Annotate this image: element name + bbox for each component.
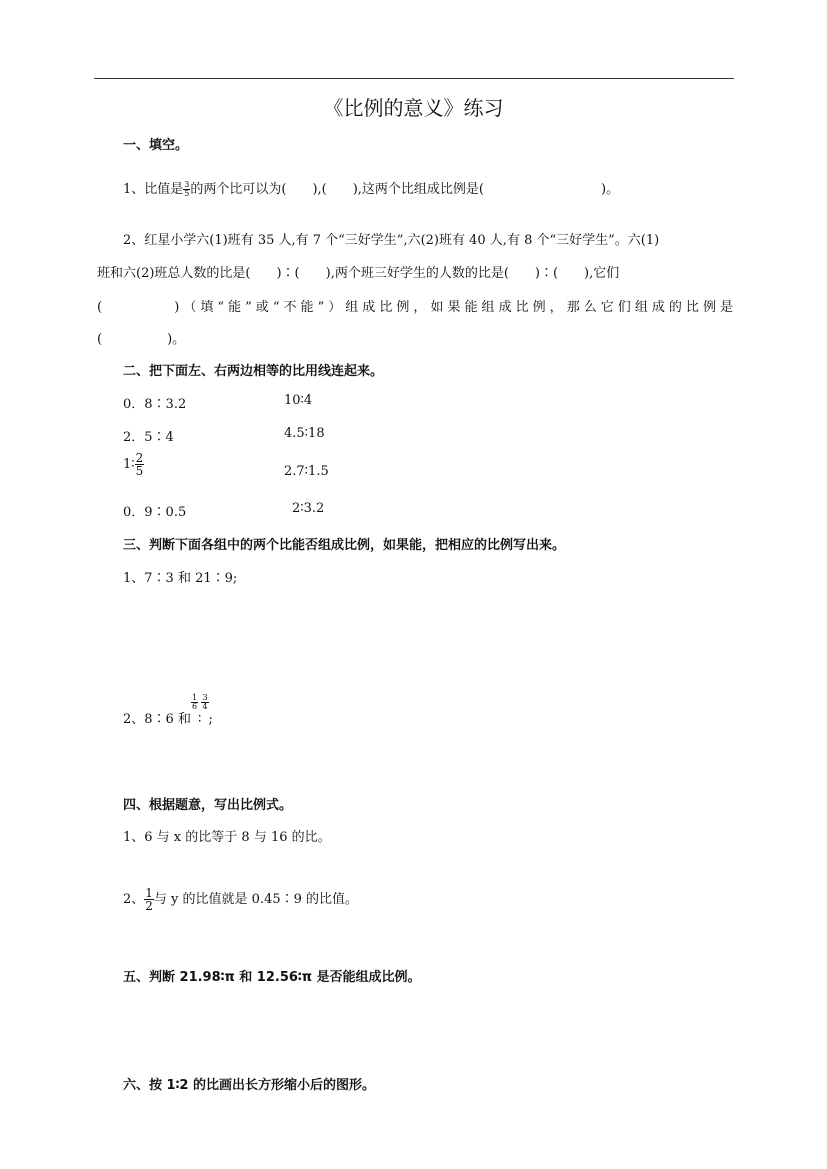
s1-q2-line-2: 班和六(2)班总人数的比是( )∶( ),两个班三好学生的人数的比是( )∶( ),它们	[97, 266, 620, 281]
s1-question-1	[123, 178, 619, 198]
section-6-heading: 六、按 1∶2 的比画出长方形缩小后的图形。	[123, 1078, 375, 1093]
s2-right-item-4: 2∶3.2	[292, 501, 325, 516]
s2-right-item-3: 2.7∶1.5	[284, 464, 329, 479]
s4-q2-suffix: 与 y 的比值就是 0.45∶9 的比值。	[153, 892, 359, 907]
s1-q1-suffix: 的两个比可以为( ),( ),这两个比组成比例是( )。	[190, 182, 620, 197]
s2-right-item-1: 10∶4	[284, 393, 313, 408]
fraction-numerator: 3	[184, 180, 190, 189]
fraction-1-2	[144, 887, 154, 912]
section-5-heading: 五、判断 21.98∶π 和 12.56∶π 是否能组成比例。	[123, 970, 421, 985]
s2-right-item-2: 4.5∶18	[284, 426, 325, 441]
fraction-denominator: 5	[135, 464, 144, 478]
s2-left-item-2: 2．5∶4	[123, 430, 174, 445]
fraction-3-4	[201, 694, 208, 711]
ratio-colon: ∶	[198, 712, 202, 727]
section-2-heading: 二、把下面左、右两边相等的比用线连起来。	[123, 364, 384, 379]
s2-left-item-1: 0．8∶3.2	[123, 397, 187, 412]
s2-left-item-3	[123, 452, 144, 477]
s1-q2-line-4: ( )。	[97, 332, 186, 347]
s4-q2-prefix: 2、	[123, 892, 145, 907]
fraction-denominator: 5	[184, 189, 190, 198]
fraction-numerator: 1	[145, 886, 153, 900]
page-title: 《比例的意义》练习	[323, 96, 504, 120]
s3-question-2	[123, 694, 213, 727]
s1-q2-line-3: ( )（填“能”或“不能”）组成比例，如果能组成比例，那么它们组成的比例是	[97, 300, 733, 315]
section-1-heading: 一、填空。	[123, 138, 189, 153]
s1-q2-line-1: 2、红星小学六(1)班有 35 人,有 7 个“三好学生”,六(2)班有 40 人,有 8 个“三好学生”。六(1)	[123, 233, 660, 248]
fraction-numerator: 2	[135, 451, 144, 465]
fraction-denominator: 6	[191, 702, 198, 711]
s3-q2-prefix: 2、8∶6 和	[123, 712, 191, 727]
fraction-denominator: 2	[145, 899, 153, 913]
fraction-1-6	[191, 694, 198, 711]
s1-q1-prefix: 1、比值是	[123, 182, 184, 197]
s2-left-item-4: 0．9∶0.5	[123, 505, 187, 520]
fraction-2-5	[135, 452, 145, 477]
fraction-numerator: 3	[202, 693, 208, 702]
s2-left-3-prefix: 1∶	[123, 457, 135, 472]
s4-question-1: 1、6 与 x 的比等于 8 与 16 的比。	[123, 830, 331, 845]
s3-question-1: 1、7∶3 和 21∶9;	[123, 571, 238, 586]
header-rule	[94, 78, 734, 79]
section-4-heading: 四、根据题意，写出比例式。	[123, 798, 293, 813]
s4-question-2	[123, 887, 358, 912]
fraction-numerator: 1	[191, 693, 198, 702]
fraction-denominator: 4	[202, 702, 208, 711]
s3-q2-suffix: ;	[208, 712, 213, 727]
section-3-heading: 三、判断下面各组中的两个比能否组成比例，如果能，把相应的比例写出来。	[123, 538, 566, 553]
